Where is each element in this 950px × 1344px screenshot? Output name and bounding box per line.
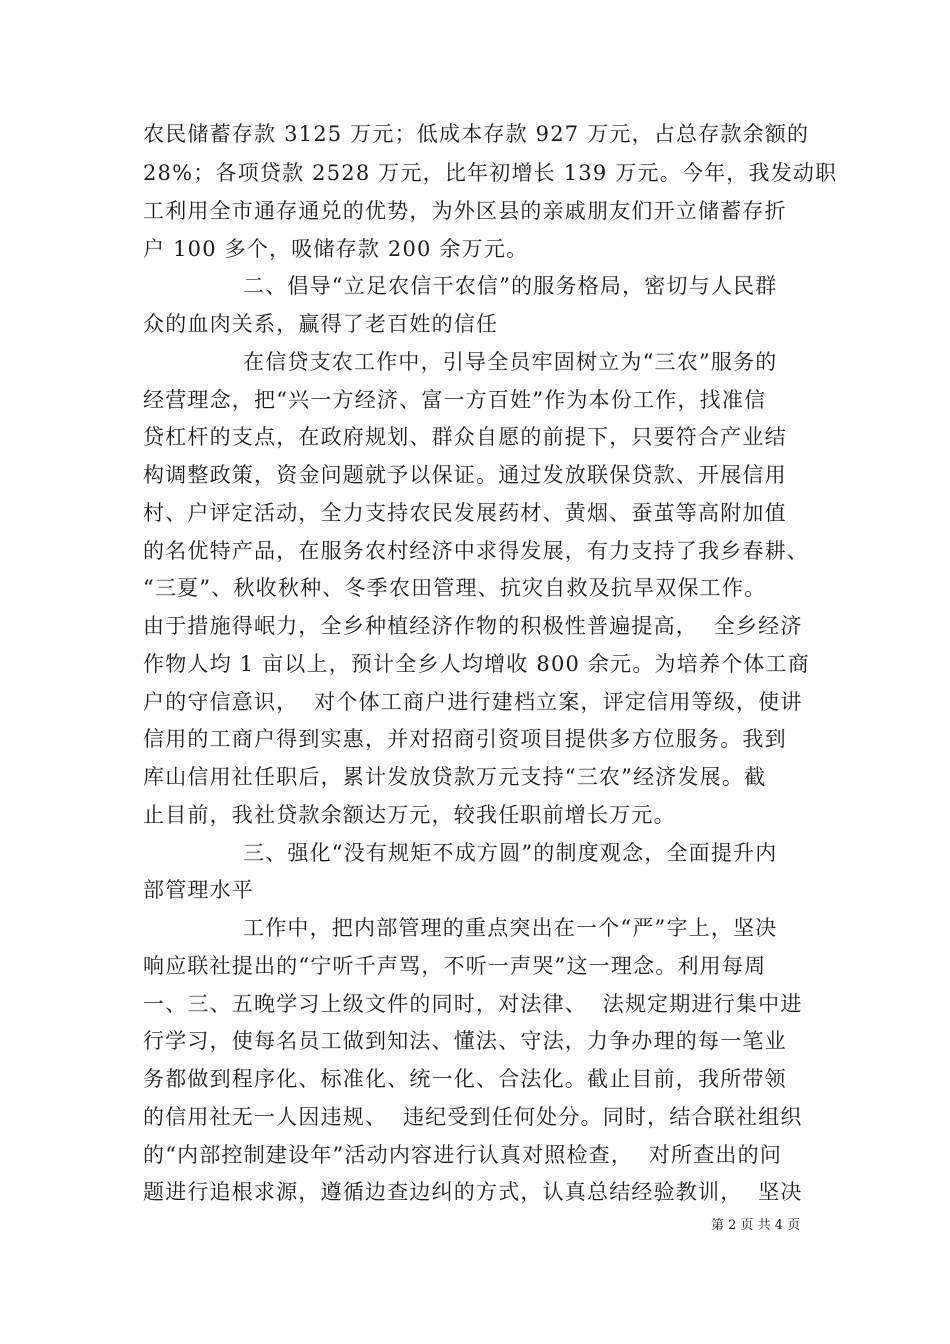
text-line: 工作中，把内部管理的重点突出在一个“严”字上，坚决 bbox=[243, 916, 778, 940]
text-line: 行学习，使每名员工做到知法、懂法、守法，力争办理的每一笔业 bbox=[143, 1029, 787, 1053]
text-line: 止目前，我社贷款余额达万元，较我任职前增长万元。 bbox=[143, 803, 676, 827]
text-line: 经营理念，把“兴一方经济、富一方百姓”作为本份工作，找准信 bbox=[143, 388, 767, 412]
section-heading-line: 二、倡导“立足农信干农信”的服务格局，密切与人民群 bbox=[243, 274, 778, 298]
text-line: 在信贷支农工作中，引导全员牢固树立为“三农”服务的 bbox=[243, 350, 778, 374]
text-line: 信用的工商户得到实惠，并对招商引资项目提供多方位服务。我到 bbox=[143, 727, 787, 751]
text-line: 28%；各项贷款 2528 万元，比年初增长 139 万元。今年，我发动职 bbox=[143, 161, 838, 185]
page-number-footer: 第 2 页 共 4 页 bbox=[711, 1218, 801, 1233]
text-line: 的信用社无一人因违规、 违纪受到任何处分。同时，结合联社组织 bbox=[143, 1105, 803, 1129]
text-line: 库山信用社任职后，累计发放贷款万元支持“三农”经济发展。截 bbox=[143, 765, 767, 789]
section-heading-line: 众的血肉关系，赢得了老百姓的信任 bbox=[143, 312, 499, 336]
text-line: 农民储蓄存款 3125 万元；低成本存款 927 万元，占总存款余额的 bbox=[143, 122, 810, 146]
text-line: 的“内部控制建设年”活动内容进行认真对照检查， 对所查出的问 bbox=[143, 1143, 783, 1167]
section-heading-line: 部管理水平 bbox=[143, 878, 254, 902]
text-line: 贷杠杆的支点，在政府规划、群众自愿的前提下，只要符合产业结 bbox=[143, 425, 787, 449]
section-heading-line: 三、强化“没有规矩不成方圆”的制度观念，全面提升内 bbox=[243, 841, 778, 865]
text-line: 的名优特产品，在服务农村经济中求得发展，有力支持了我乡春耕、 bbox=[143, 539, 809, 563]
text-line: 构调整政策，资金问题就予以保证。通过发放联保贷款、开展信用 bbox=[143, 463, 787, 487]
text-line: 户 100 多个，吸储存款 200 余万元。 bbox=[143, 237, 529, 261]
text-line: 响应联社提出的“宁听千声骂，不听一声哭”这一理念。利用每周 bbox=[143, 954, 767, 978]
text-line: 工利用全市通存通兑的优势，为外区县的亲戚朋友们开立储蓄存折 bbox=[143, 199, 787, 223]
text-line: “三夏”、秋收秋种、冬季农田管理、抗灾自救及抗旱双保工作。 bbox=[143, 576, 767, 600]
text-line: 作物人均 1 亩以上，预计全乡人均增收 800 余元。为培养个体工商 bbox=[143, 652, 810, 676]
text-line: 由于措施得岷力，全乡种植经济作物的积极性普遍提高， 全乡经济 bbox=[143, 614, 803, 638]
text-line: 题进行追根求源，遵循边查边纠的方式，认真总结经验教训， 坚决 bbox=[143, 1180, 803, 1204]
text-line: 务都做到程序化、标准化、统一化、合法化。截止目前，我所带领 bbox=[143, 1067, 787, 1091]
text-line: 一、三、五晚学习上级文件的同时，对法律、 法规定期进行集中进 bbox=[143, 992, 803, 1016]
text-line: 村、户评定活动，全力支持农民发展药材、黄烟、蚕茧等高附加值 bbox=[143, 501, 787, 525]
text-line: 户的守信意识， 对个体工商户进行建档立案，评定信用等级，使讲 bbox=[143, 690, 803, 714]
